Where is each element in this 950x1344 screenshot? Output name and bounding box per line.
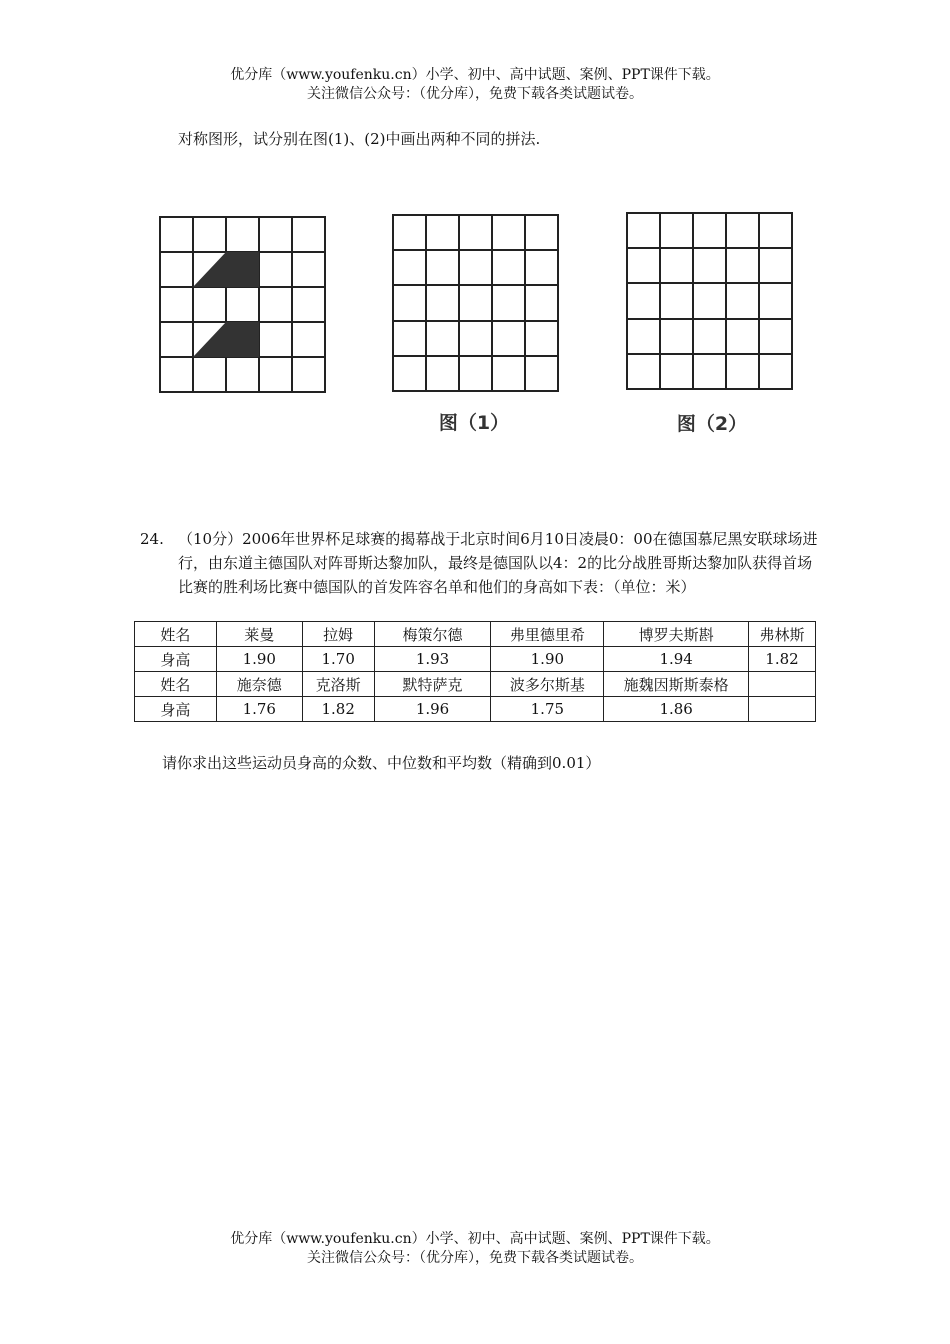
footer-line-2: 关注微信公众号：（优分库），免费下载各类试题试卷。 bbox=[307, 1250, 643, 1266]
table-cell bbox=[749, 697, 816, 722]
table-cell: 1.82 bbox=[302, 697, 374, 722]
table-cell: 梅策尔德 bbox=[374, 622, 491, 647]
table-cell: 姓名 bbox=[135, 622, 217, 647]
table-cell: 拉姆 bbox=[302, 622, 374, 647]
table-cell: 波多尔斯基 bbox=[491, 672, 604, 697]
table-row bbox=[135, 697, 816, 722]
table-cell: 1.75 bbox=[491, 697, 604, 722]
table-cell: 弗林斯 bbox=[749, 622, 816, 647]
header-line-2: 关注微信公众号：（优分库），免费下载各类试题试卷。 bbox=[307, 86, 643, 102]
grid-figure-1 bbox=[393, 215, 558, 391]
table-cell: 克洛斯 bbox=[302, 672, 374, 697]
table-cell bbox=[749, 672, 816, 697]
table-cell: 博罗夫斯斟 bbox=[604, 622, 749, 647]
example-grid bbox=[160, 217, 325, 392]
table-cell: 姓名 bbox=[135, 672, 217, 697]
question-ask: 请你求出这些运动员身高的众数、中位数和平均数（精确到0.01） bbox=[162, 754, 601, 772]
table-row bbox=[135, 647, 816, 672]
table-cell: 施奈德 bbox=[216, 672, 302, 697]
table-cell: 1.70 bbox=[302, 647, 374, 672]
table-cell: 1.90 bbox=[216, 647, 302, 672]
question-number: 24. bbox=[140, 530, 164, 548]
player-height-table bbox=[134, 621, 816, 722]
table-cell: 默特萨克 bbox=[374, 672, 491, 697]
footer-line-1: 优分库（www.youfenku.cn）小学、初中、高中试题、案例、PPT课件下载。 bbox=[230, 1231, 720, 1247]
page-footer bbox=[0, 1230, 950, 1268]
table-cell: 1.93 bbox=[374, 647, 491, 672]
table-cell: 1.94 bbox=[604, 647, 749, 672]
table-cell: 1.96 bbox=[374, 697, 491, 722]
table-row bbox=[135, 622, 816, 647]
table-cell: 施魏因斯斯泰格 bbox=[604, 672, 749, 697]
header-line-1: 优分库（www.youfenku.cn）小学、初中、高中试题、案例、PPT课件下载。 bbox=[230, 67, 720, 83]
table-cell: 莱曼 bbox=[216, 622, 302, 647]
table-cell: 1.90 bbox=[491, 647, 604, 672]
figure-2-caption: 图（2） bbox=[676, 413, 748, 435]
table-cell: 弗里德里希 bbox=[491, 622, 604, 647]
shaded-trapezoid-lower bbox=[193, 322, 259, 357]
page-header bbox=[0, 66, 950, 104]
question-text: （10分）2006年世界杯足球赛的揭幕战于北京时间6月10日凌晨0：00在德国慕尼黑安联球场进行，由东道主德国队对阵哥斯达黎加队，最终是德国队以4：2的比分战胜哥斯达黎加队获得首场比赛的胜利场比赛中德国队的首发阵容名单和他们的身高如下表：（单位：米） bbox=[178, 530, 818, 596]
grid-figures bbox=[0, 205, 950, 445]
grid-figure-2 bbox=[627, 213, 792, 389]
intro-text: 对称图形，试分别在图(1)、(2)中画出两种不同的拼法. bbox=[178, 130, 541, 148]
table-cell: 1.76 bbox=[216, 697, 302, 722]
table-row bbox=[135, 672, 816, 697]
question-24 bbox=[140, 527, 820, 599]
table-cell: 身高 bbox=[135, 697, 217, 722]
table-cell: 身高 bbox=[135, 647, 217, 672]
table-cell: 1.82 bbox=[749, 647, 816, 672]
figure-1-caption: 图（1） bbox=[438, 412, 510, 434]
shaded-trapezoid-upper bbox=[193, 252, 259, 287]
table-cell: 1.86 bbox=[604, 697, 749, 722]
